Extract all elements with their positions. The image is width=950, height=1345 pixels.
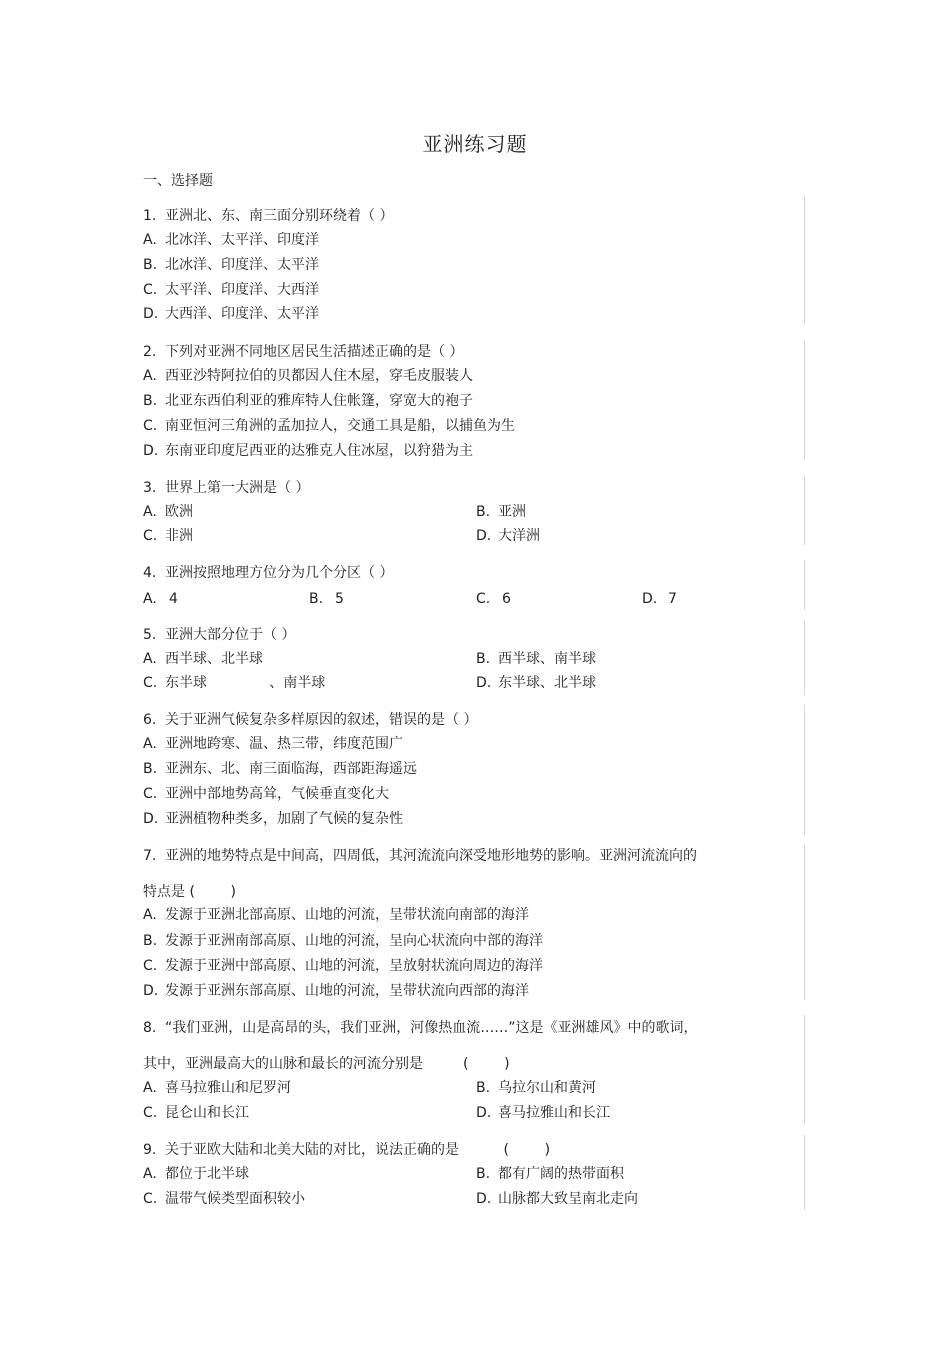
- margin-rule: [804, 195, 805, 230]
- question-1-stem: [143, 207, 393, 225]
- q5-option-a: [143, 650, 263, 668]
- question-number: 9.: [143, 1142, 157, 1158]
- option-text: 喜马拉雅山和长江: [498, 1105, 610, 1121]
- q6-option-d: [143, 810, 403, 828]
- q4-option-a: [143, 590, 178, 608]
- q9-option-d: [476, 1190, 638, 1208]
- option-letter: C.: [143, 282, 158, 298]
- option-letter: D.: [143, 306, 159, 322]
- margin-rule: [804, 1135, 805, 1210]
- option-letter: B.: [143, 393, 158, 409]
- option-text: 非洲: [165, 528, 193, 544]
- option-letter: C.: [143, 786, 158, 802]
- question-8-stem: [143, 1019, 698, 1037]
- option-letter: D.: [476, 1105, 492, 1121]
- question-7-stem: [143, 847, 697, 865]
- q7-option-d: [143, 982, 529, 1000]
- q2-option-a: [143, 367, 473, 385]
- option-text: 东半球、北半球: [498, 675, 596, 691]
- option-letter: C.: [143, 418, 158, 434]
- q2-option-b: [143, 392, 473, 410]
- option-letter: A.: [143, 907, 157, 923]
- question-number: 8.: [143, 1020, 157, 1036]
- q4-option-b: [309, 590, 344, 608]
- q5-option-b: [476, 650, 596, 668]
- q2-option-c: [143, 417, 515, 435]
- q5-option-d: [476, 674, 596, 692]
- option-text: 北冰洋、太平洋、印度洋: [165, 232, 319, 248]
- question-8-stem-continued: [143, 1055, 510, 1073]
- question-text: 其中，亚洲最高大的山脉和最长的河流分别是 ( ): [143, 1056, 510, 1072]
- q5-option-c: [143, 674, 325, 692]
- option-text: 亚洲地跨寒、温、热三带，纬度范围广: [165, 736, 403, 752]
- option-text: 大西洋、印度洋、太平洋: [165, 306, 319, 322]
- option-text: 发源于亚洲南部高原、山地的河流，呈向心状流向中部的海洋: [165, 933, 543, 949]
- q3-option-b: [476, 503, 526, 521]
- option-text: 4: [169, 591, 178, 607]
- option-text: 乌拉尔山和黄河: [498, 1080, 596, 1096]
- option-text: 都位于北半球: [165, 1166, 249, 1182]
- margin-rule: [804, 560, 805, 610]
- option-letter: C.: [143, 958, 158, 974]
- q7-option-a: [143, 906, 529, 924]
- margin-rule: [804, 230, 805, 325]
- option-text: 温带气候类型面积较小: [165, 1191, 305, 1207]
- option-text: 大洋洲: [498, 528, 540, 544]
- question-9-stem: [143, 1141, 550, 1159]
- q9-option-a: [143, 1165, 249, 1183]
- question-3-stem: [143, 479, 309, 497]
- option-letter: D.: [476, 675, 492, 691]
- q9-option-b: [476, 1165, 624, 1183]
- option-letter: B.: [143, 933, 158, 949]
- option-letter: C.: [476, 591, 491, 607]
- question-number: 4.: [143, 565, 157, 581]
- option-letter: D.: [476, 528, 492, 544]
- option-letter: B.: [476, 1080, 491, 1096]
- q8-option-d: [476, 1104, 610, 1122]
- q3-option-d: [476, 527, 540, 545]
- q3-option-c: [143, 527, 193, 545]
- option-text: 北冰洋、印度洋、太平洋: [165, 257, 319, 273]
- margin-rule: [804, 620, 805, 695]
- question-text: 特点是 ( ): [143, 884, 236, 900]
- option-letter: B.: [476, 651, 491, 667]
- question-number: 5.: [143, 627, 157, 643]
- q7-option-b: [143, 932, 543, 950]
- q8-option-a: [143, 1079, 291, 1097]
- option-letter: B.: [309, 591, 324, 607]
- q9-option-c: [143, 1190, 305, 1208]
- option-text: 西半球、北半球: [165, 651, 263, 667]
- option-letter: B.: [143, 257, 158, 273]
- question-text: “我们亚洲，山是高昂的头，我们亚洲，河像热血流……”这是《亚洲雄风》中的歌词，: [165, 1020, 698, 1036]
- option-letter: D.: [143, 811, 159, 827]
- option-letter: C.: [143, 675, 158, 691]
- option-text: 亚洲中部地势高耸，气候垂直变化大: [165, 786, 389, 802]
- question-6-stem: [143, 711, 477, 729]
- q4-option-c: [476, 590, 511, 608]
- question-number: 1.: [143, 208, 157, 224]
- q8-option-b: [476, 1079, 596, 1097]
- option-text: 西半球、南半球: [498, 651, 596, 667]
- question-number: 2.: [143, 344, 157, 360]
- q7-option-c: [143, 957, 543, 975]
- option-text: 发源于亚洲北部高原、山地的河流，呈带状流向南部的海洋: [165, 907, 529, 923]
- question-text: 世界上第一大洲是（ ）: [165, 480, 310, 496]
- q8-option-c: [143, 1104, 249, 1122]
- question-5-stem: [143, 626, 295, 644]
- option-text: 喜马拉雅山和尼罗河: [165, 1080, 291, 1096]
- q1-option-d: [143, 305, 319, 323]
- question-text: 关于亚洲气候复杂多样原因的叙述，错误的是（ ）: [165, 712, 478, 728]
- question-text: 关于亚欧大陆和北美大陆的对比，说法正确的是 ( ): [165, 1142, 551, 1158]
- question-number: 7.: [143, 848, 157, 864]
- option-text: 东半球 、南半球: [165, 675, 326, 691]
- option-letter: A.: [143, 1166, 157, 1182]
- option-text: 山脉都大致呈南北走向: [498, 1191, 638, 1207]
- option-letter: C.: [143, 1105, 158, 1121]
- option-letter: A.: [143, 651, 157, 667]
- q1-option-a: [143, 231, 319, 249]
- question-text: 亚洲北、东、南三面分别环绕着（ ）: [165, 208, 394, 224]
- option-letter: A.: [143, 368, 157, 384]
- question-text: 亚洲的地势特点是中间高，四周低，其河流流向深受地形地势的影响。亚洲河流流向的: [165, 848, 697, 864]
- question-number: 6.: [143, 712, 157, 728]
- question-2-stem: [143, 343, 463, 361]
- option-letter: D.: [476, 1191, 492, 1207]
- option-letter: A.: [143, 232, 157, 248]
- option-letter: A.: [143, 736, 157, 752]
- question-4-stem: [143, 564, 393, 582]
- question-text: 亚洲按照地理方位分为几个分区（ ）: [165, 565, 394, 581]
- option-text: 北亚东西伯利亚的雅库特人住帐篷，穿宽大的袍子: [165, 393, 473, 409]
- option-letter: D.: [143, 983, 159, 999]
- q3-option-a: [143, 503, 193, 521]
- option-letter: B.: [143, 761, 158, 777]
- margin-rule: [804, 705, 805, 835]
- option-letter: A.: [143, 504, 157, 520]
- option-letter: B.: [476, 1166, 491, 1182]
- option-letter: A.: [143, 591, 157, 607]
- option-text: 欧洲: [165, 504, 193, 520]
- q1-option-c: [143, 281, 319, 299]
- option-letter: B.: [476, 504, 491, 520]
- option-text: 西亚沙特阿拉伯的贝都因人住木屋，穿毛皮服装人: [165, 368, 473, 384]
- option-text: 都有广阔的热带面积: [498, 1166, 624, 1182]
- option-text: 昆仑山和长江: [165, 1105, 249, 1121]
- margin-rule: [804, 475, 805, 545]
- page-title: 亚洲练习题: [422, 132, 528, 156]
- option-text: 5: [335, 591, 344, 607]
- q6-option-b: [143, 760, 417, 778]
- margin-rule: [804, 1015, 805, 1125]
- question-text: 亚洲大部分位于（ ）: [165, 627, 296, 643]
- q4-option-d: [642, 590, 677, 608]
- option-text: 亚洲东、北、南三面临海，西部距海遥远: [165, 761, 417, 777]
- question-number: 3.: [143, 480, 157, 496]
- option-text: 7: [668, 591, 677, 607]
- option-letter: D.: [642, 591, 658, 607]
- q6-option-c: [143, 785, 389, 803]
- option-text: 亚洲: [498, 504, 526, 520]
- option-text: 发源于亚洲中部高原、山地的河流，呈放射状流向周边的海洋: [165, 958, 543, 974]
- option-letter: A.: [143, 1080, 157, 1096]
- option-text: 发源于亚洲东部高原、山地的河流，呈带状流向西部的海洋: [165, 983, 529, 999]
- q2-option-d: [143, 442, 473, 460]
- q6-option-a: [143, 735, 403, 753]
- option-text: 亚洲植物种类多，加剧了气候的复杂性: [165, 811, 403, 827]
- option-letter: C.: [143, 528, 158, 544]
- section-heading: 一、选择题: [143, 173, 213, 189]
- option-letter: D.: [143, 443, 159, 459]
- option-text: 南亚恒河三角洲的孟加拉人，交通工具是船，以捕鱼为生: [165, 418, 515, 434]
- option-letter: C.: [143, 1191, 158, 1207]
- margin-rule: [804, 845, 805, 1000]
- margin-rule: [804, 340, 805, 460]
- question-text: 下列对亚洲不同地区居民生活描述正确的是（ ）: [165, 344, 464, 360]
- option-text: 太平洋、印度洋、大西洋: [165, 282, 319, 298]
- option-text: 6: [502, 591, 511, 607]
- q1-option-b: [143, 256, 319, 274]
- question-7-stem-continued: [143, 883, 236, 901]
- option-text: 东南亚印度尼西亚的达雅克人住冰屋，以狩猎为主: [165, 443, 473, 459]
